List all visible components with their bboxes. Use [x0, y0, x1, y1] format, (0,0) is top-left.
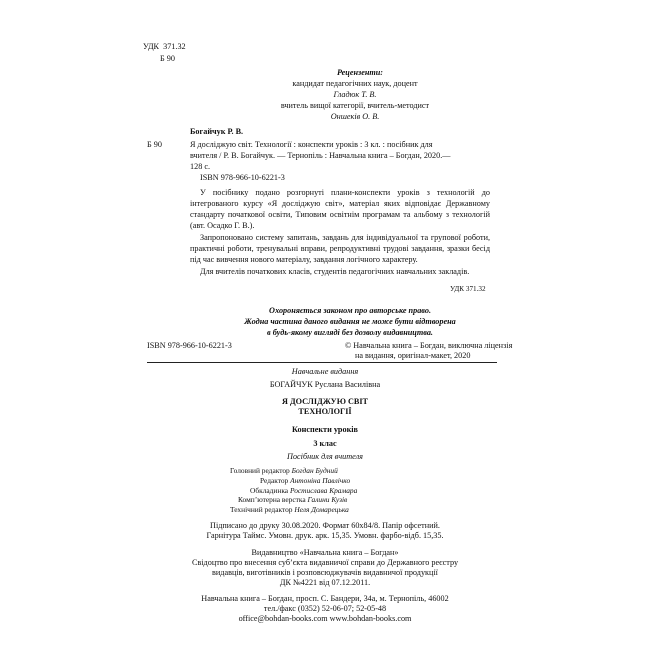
credit-row: Комп’ютерна верстка Галини Кузів: [238, 495, 348, 505]
catalog-desc-line-2: вчителя / Р. В. Богайчук. — Тернопіль : Навчальна книга – Богдан, 2020.—: [190, 151, 451, 160]
reviewer-2-title: вчитель вищої категорії, вчитель-методист: [280, 101, 430, 110]
publisher-line-4: ДК №4221 від 07.12.2011.: [279, 578, 371, 587]
rights-line-2: на видання, оригінал-макет, 2020: [355, 351, 471, 360]
catalog-author: Богайчук Р. В.: [190, 127, 244, 136]
address-web: office@bohdan-books.com www.bohdan-books.com: [238, 614, 412, 623]
book-title-line-2: ТЕХНОЛОГІЇ: [298, 407, 352, 416]
credit-row: Редактор Антоніна Павлічко: [260, 475, 351, 485]
udk-label: УДК 371.32: [143, 42, 186, 51]
book-title-line-1: Я ДОСЛІДЖУЮ СВІТ: [282, 397, 368, 406]
divider: [147, 362, 497, 363]
book-purpose: Посібник для вчителя: [287, 452, 363, 461]
credit-row: Головний редактор Богдан Будний: [230, 466, 338, 475]
annotation-paragraph-1: У посібнику подано розгорнуті плани-конспекти уроків з технологій до інтегрованого курсу «Я досліджую світ», матеріал яких відповідає Державному стандарту початкової освіти, Типовим освітнім програмам та альбому з технологій (авт. Осадко Г. В.).: [190, 188, 490, 230]
rights-line-1: © Навчальна книга – Богдан, виключна ліцензія: [345, 341, 513, 350]
isbn-bottom: ISBN 978-966-10-6221-3: [147, 341, 232, 350]
credit-row: Обкладинка Ростислава Крамара: [250, 485, 358, 495]
print-line-1: Підписано до друку 30.08.2020. Формат 60х84/8. Папір офсетний.: [210, 521, 440, 530]
print-line-2: Гарнітура Таймс. Умовн. друк. арк. 15,35. Умовн. фарбо-відб. 15,35.: [206, 531, 444, 540]
catalog-desc-line-1: Я досліджую світ. Технології : конспекти уроків : 3 кл. : посібник для: [190, 140, 433, 149]
reviewers-heading: Рецензенти:: [336, 68, 384, 77]
annotation-paragraph-2: Запропоновано систему запитань, завдань для індивідуальної та групової роботи, практичні роботи, тренувальні вправи, репродуктивні трудові завдання, зразки бесід під час вивчення нового матеріалу, завдання логічного характеру.: [190, 233, 490, 264]
book-subtitle: Конспекти уроків: [292, 425, 358, 434]
address-line-1: Навчальна книга – Богдан, просп. С. Бандери, 34а, м. Тернопіль, 46002: [201, 594, 449, 603]
credits-list: [230, 466, 430, 515]
annotation-udk: УДК 371.32: [450, 285, 486, 293]
credit-row: Технічний редактор Неля Домарецька: [230, 505, 349, 515]
reviewer-1-title: кандидат педагогічних наук, доцент: [292, 79, 418, 88]
bbk-label: Б 90: [160, 54, 175, 63]
publisher-line-3: видавців, виготівників і розповсюджувачів видавничої продукції: [212, 568, 438, 577]
publisher-line-1: Видавництво «Навчальна книга – Богдан»: [251, 548, 399, 557]
reviewer-1-name: Гладюк Т. В.: [333, 90, 377, 99]
copyright-line-3: в будь-якому вигляді без дозволу видавництва.: [267, 328, 433, 337]
reviewer-2-name: Оншеків О. В.: [330, 112, 380, 121]
publisher-line-2: Свідоцтво про внесення суб’єкта видавничої справи до Державного реєстру: [191, 558, 459, 567]
address-phone: тел./факс (0352) 52-06-07; 52-05-48: [263, 604, 387, 613]
copyright-line-2: Жодна частина даного видання не може бути відтворена: [244, 317, 456, 326]
edition-type: Навчальне видання: [291, 367, 359, 376]
catalog-author-sign: Б 90: [147, 140, 162, 149]
copyright-line-1: Охороняється законом про авторське право.: [269, 306, 431, 315]
catalog-desc-line-3: 128 с.: [190, 162, 211, 171]
annotation-paragraph-3: Для вчителів початкових класів, студентів педагогічних навчальних закладів.: [200, 267, 470, 276]
book-grade: 3 клас: [313, 439, 337, 448]
catalog-isbn: ISBN 978-966-10-6221-3: [200, 173, 285, 182]
author-full-name: БОГАЙЧУК Руслана Василівна: [269, 380, 381, 389]
